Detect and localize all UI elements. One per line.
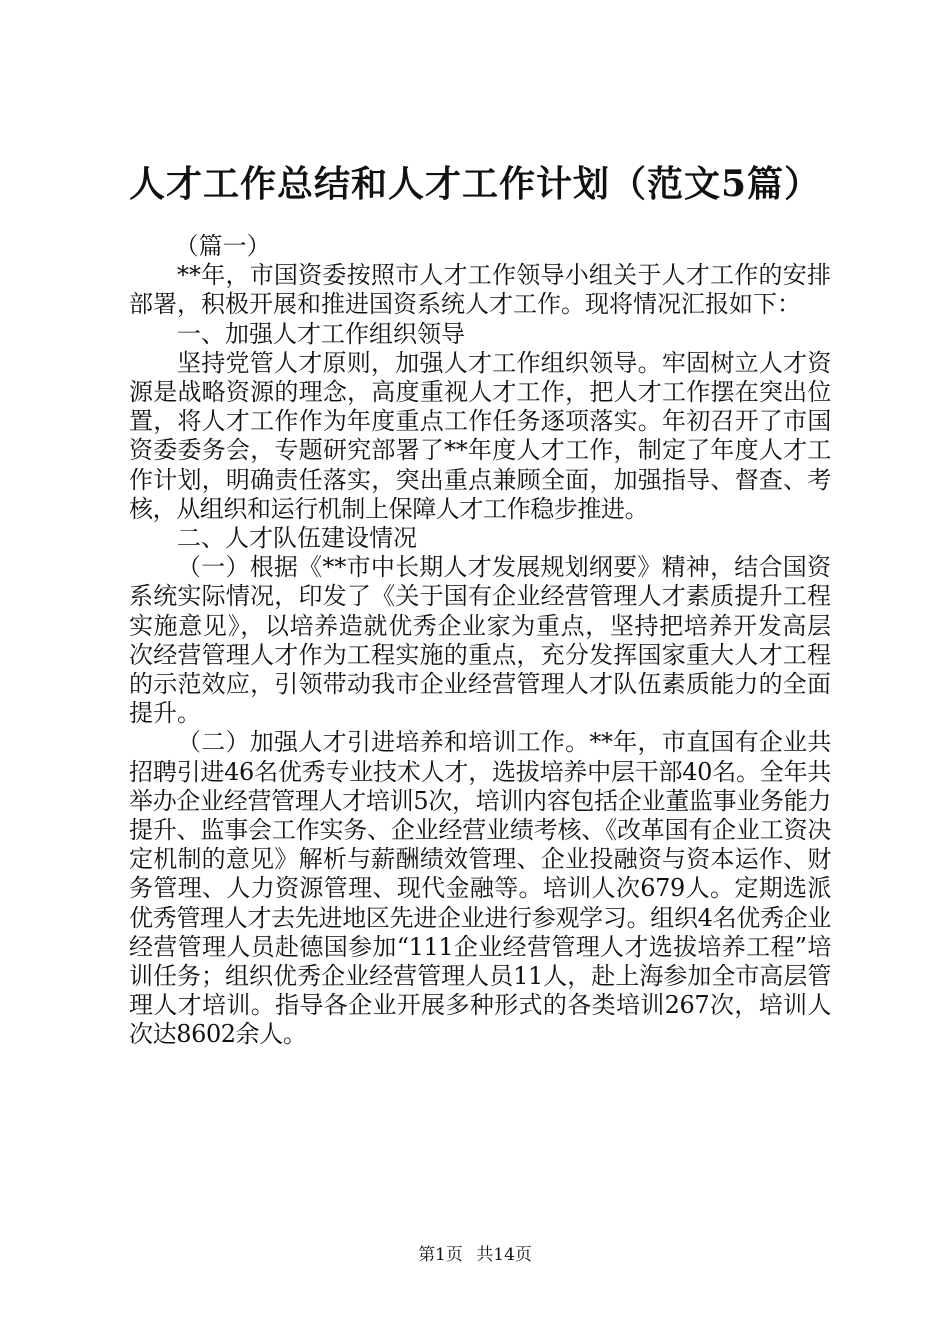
page-footer — [0, 1244, 950, 1266]
section-label: （篇一） — [174, 232, 271, 260]
heading-two: 二、人才队伍建设情况 — [177, 524, 417, 553]
page-number: 第1页 — [418, 1245, 463, 1265]
paragraph-plan: （一）根据《**市中长期人才发展规划纲要》精神，结合国资系统实际情况，印发了《关于国有企业经营管理人才素质提升工程实施意见》，以培养造就优秀企业家为重点，坚持把培养开发高层次经营管理人才作为工程实施的重点，充分发挥国家重大人才工程的示范效应，引领带动我市企业经营管理人才队伍素质能力的全面提升。 — [129, 553, 831, 728]
page-total: 共14页 — [476, 1245, 532, 1265]
paragraph-training: （二）加强人才引进培养和培训工作。**年，市直国有企业共招聘引进46名优秀专业技术人才，选拔培养中层干部40名。全年共举办企业经营管理人才培训5次，培训内容包括企业董监事业务能力提升、监事会工作实务、企业经营业绩考核、《改革国有企业工资决定机制的意见》解析与薪酬绩效管理、企业投融资与资本运作、财务管理、人力资源管理、现代金融等。培训人次679人。定期选派优秀管理人才去先进地区先进企业进行参观学习。组织4名优秀企业经营管理人员赴德国参加“111企业经营管理人才选拔培养工程”培训任务；组织优秀企业经营管理人员11人，赴上海参加全市高层管理人才培训。指导各企业开展多种形式的各类培训267次，培训人次达8602余人。 — [129, 728, 831, 1049]
document-body — [129, 232, 831, 1050]
paragraph-leadership: 坚持党管人才原则，加强人才工作组织领导。牢固树立人才资源是战略资源的理念，高度重视人才工作，把人才工作摆在突出位置，将人才工作作为年度重点工作任务逐项落实。年初召开了市国资委委务会，专题研究部署了**年度人才工作，制定了年度人才工作计划，明确责任落实，突出重点兼顾全面，加强指导、督查、考核，从组织和运行机制上保障人才工作稳步推进。 — [129, 348, 831, 523]
intro-paragraph: **年，市国资委按照市人才工作领导小组关于人才工作的安排部署，积极开展和推进国资系统人才工作。现将情况汇报如下： — [129, 261, 831, 319]
document-title: 人才工作总结和人才工作计划（范文5篇） — [128, 163, 822, 205]
heading-one: 一、加强人才工作组织领导 — [177, 319, 465, 348]
